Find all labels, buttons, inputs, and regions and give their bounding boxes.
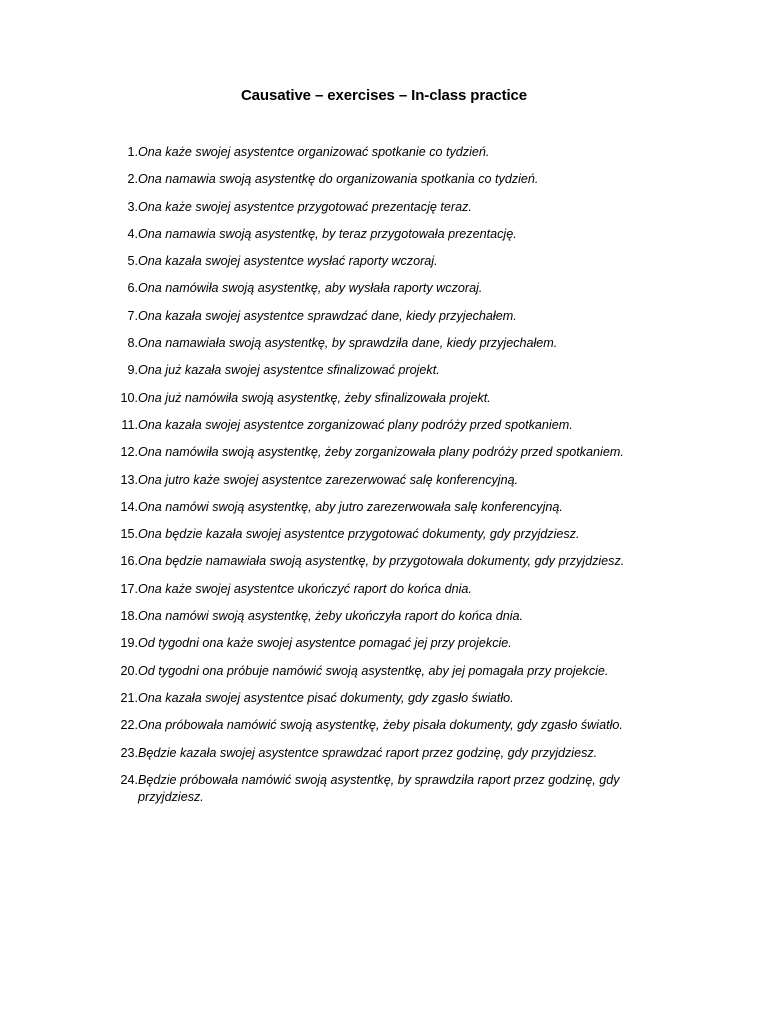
list-item-number-label: 3. bbox=[127, 199, 138, 214]
list-item-number-label: 13. bbox=[120, 472, 138, 487]
list-item-number-label: 20. bbox=[120, 663, 138, 678]
list-item-text: Ona namawia swoją asystentkę do organizowania spotkania co tydzień. bbox=[138, 172, 539, 187]
list-item-number bbox=[104, 499, 138, 516]
list-item bbox=[104, 581, 644, 598]
list-item-number bbox=[104, 171, 138, 188]
list-item-number bbox=[104, 690, 138, 707]
list-item bbox=[104, 499, 644, 516]
list-item-text: Ona namawia swoją asystentkę, by teraz przygotowała prezentację. bbox=[138, 226, 517, 241]
list-item-number-label: 5. bbox=[127, 254, 138, 269]
list-item-number bbox=[104, 745, 138, 762]
list-item-number-label: 8. bbox=[127, 336, 138, 351]
list-item-text: Ona namawiała swoją asystentkę, by sprawdziła dane, kiedy przyjechałem. bbox=[138, 336, 558, 351]
list-item-number-label: 6. bbox=[127, 281, 138, 296]
list-item-text: Ona już namówiła swoją asystentkę, żeby sfinalizowała projekt. bbox=[138, 390, 491, 405]
list-item-number-label: 10. bbox=[120, 390, 138, 405]
list-item-text: Ona kazała swojej asystentce pisać dokumenty, gdy zgasło światło. bbox=[138, 690, 514, 705]
list-item-text: Ona kazała swojej asystentce wysłać raporty wczoraj. bbox=[138, 254, 438, 269]
list-item-number bbox=[104, 308, 138, 325]
list-item-number bbox=[104, 199, 138, 216]
list-item-number bbox=[104, 335, 138, 352]
list-item bbox=[104, 663, 644, 680]
list-item-number-label: 18. bbox=[120, 609, 138, 624]
list-item-number bbox=[104, 444, 138, 461]
list-item bbox=[104, 390, 644, 407]
list-item-number bbox=[104, 472, 138, 489]
list-item-number-label: 15. bbox=[120, 527, 138, 542]
list-item-text: Od tygodni ona każe swojej asystentce pomagać jej przy projekcie. bbox=[138, 636, 512, 651]
list-item bbox=[104, 690, 644, 707]
list-item-number bbox=[104, 253, 138, 270]
list-item-number bbox=[104, 417, 138, 434]
list-item-text: Ona próbowała namówić swoją asystentkę, żeby pisała dokumenty, gdy zgasło światło. bbox=[138, 718, 623, 733]
list-item-number bbox=[104, 635, 138, 652]
list-item-text: Ona każe swojej asystentce organizować spotkanie co tydzień. bbox=[138, 145, 490, 159]
list-item-number bbox=[104, 226, 138, 243]
list-item bbox=[104, 308, 644, 325]
list-item bbox=[104, 280, 644, 297]
list-item-number-label: 23. bbox=[120, 745, 138, 760]
exercise-list bbox=[104, 144, 644, 816]
list-item bbox=[104, 717, 644, 734]
list-item bbox=[104, 444, 644, 461]
list-item bbox=[104, 526, 644, 543]
list-item bbox=[104, 417, 644, 434]
list-item-text: Ona namówiła swoją asystentkę, aby wysłała raporty wczoraj. bbox=[138, 281, 483, 296]
list-item bbox=[104, 362, 644, 379]
list-item-text: Ona będzie kazała swojej asystentce przygotować dokumenty, gdy przyjdziesz. bbox=[138, 527, 580, 542]
list-item-number bbox=[104, 663, 138, 680]
list-item-text: Od tygodni ona próbuje namówić swoją asystentkę, aby jej pomagała przy projekcie. bbox=[138, 663, 609, 678]
list-item-number bbox=[104, 526, 138, 543]
list-item bbox=[104, 226, 644, 243]
list-item bbox=[104, 253, 644, 270]
list-item-number-label: 17. bbox=[120, 581, 138, 596]
list-item-number-label: 12. bbox=[120, 445, 138, 460]
list-item bbox=[104, 745, 644, 762]
list-item-number-label: 4. bbox=[127, 226, 138, 241]
list-item bbox=[104, 335, 644, 352]
list-item-text: Ona jutro każe swojej asystentce zarezerwować salę konferencyjną. bbox=[138, 472, 519, 487]
list-item-text: Będzie próbowała namówić swoją asystentkę, by sprawdziła raport przez godzinę, gdy przyjdziesz. bbox=[138, 772, 620, 804]
list-item-text: Ona kazała swojej asystentce zorganizować plany podróży przed spotkaniem. bbox=[138, 417, 573, 432]
list-item-text: Ona już kazała swojej asystentce sfinalizować projekt. bbox=[138, 363, 440, 378]
list-item-number bbox=[104, 772, 138, 789]
list-item bbox=[104, 472, 644, 489]
list-item-number-label: 19. bbox=[120, 636, 138, 651]
list-item-number-label: 7. bbox=[127, 308, 138, 323]
list-item-number bbox=[104, 362, 138, 379]
list-item-number bbox=[104, 553, 138, 570]
list-item-text: Ona kazała swojej asystentce sprawdzać dane, kiedy przyjechałem. bbox=[138, 308, 517, 323]
list-item-number bbox=[104, 390, 138, 407]
list-item-text: Ona będzie namawiała swoją asystentkę, by przygotowała dokumenty, gdy przyjdziesz. bbox=[138, 554, 625, 569]
list-item bbox=[104, 772, 644, 806]
list-item-number-label: 22. bbox=[120, 718, 138, 733]
list-item-text: Ona namówiła swoją asystentkę, żeby zorganizowała plany podróży przed spotkaniem. bbox=[138, 445, 624, 460]
list-item-text: Ona namówi swoją asystentkę, aby jutro zarezerwowała salę konferencyjną. bbox=[138, 499, 563, 514]
list-item-number-label: 9. bbox=[127, 363, 138, 378]
list-item-text: Ona namówi swoją asystentkę, żeby ukończyła raport do końca dnia. bbox=[138, 609, 524, 624]
list-item bbox=[104, 144, 644, 161]
list-item-number bbox=[104, 280, 138, 297]
list-item-number-label: 16. bbox=[120, 554, 138, 569]
list-item bbox=[104, 553, 644, 570]
list-item bbox=[104, 635, 644, 652]
list-item bbox=[104, 171, 644, 188]
list-item-number bbox=[104, 144, 138, 161]
list-item-number-label: 11. bbox=[121, 417, 138, 432]
list-item bbox=[104, 199, 644, 216]
list-item-number-label: 1. bbox=[127, 145, 138, 159]
list-item-number bbox=[104, 717, 138, 734]
list-item-text: Ona każe swojej asystentce ukończyć raport do końca dnia. bbox=[138, 581, 472, 596]
list-item-number-label: 21. bbox=[120, 690, 138, 705]
page-title: Causative – exercises – In-class practice bbox=[240, 87, 528, 104]
list-item-text: Będzie kazała swojej asystentce sprawdzać raport przez godzinę, gdy przyjdziesz. bbox=[138, 745, 598, 760]
list-item-number-label: 2. bbox=[127, 172, 138, 187]
list-item-text: Ona każe swojej asystentce przygotować prezentację teraz. bbox=[138, 199, 472, 214]
list-item-number bbox=[104, 608, 138, 625]
list-item bbox=[104, 608, 644, 625]
list-item-number-label: 24. bbox=[120, 772, 138, 787]
list-item-number-label: 14. bbox=[120, 499, 138, 514]
list-item-number bbox=[104, 581, 138, 598]
